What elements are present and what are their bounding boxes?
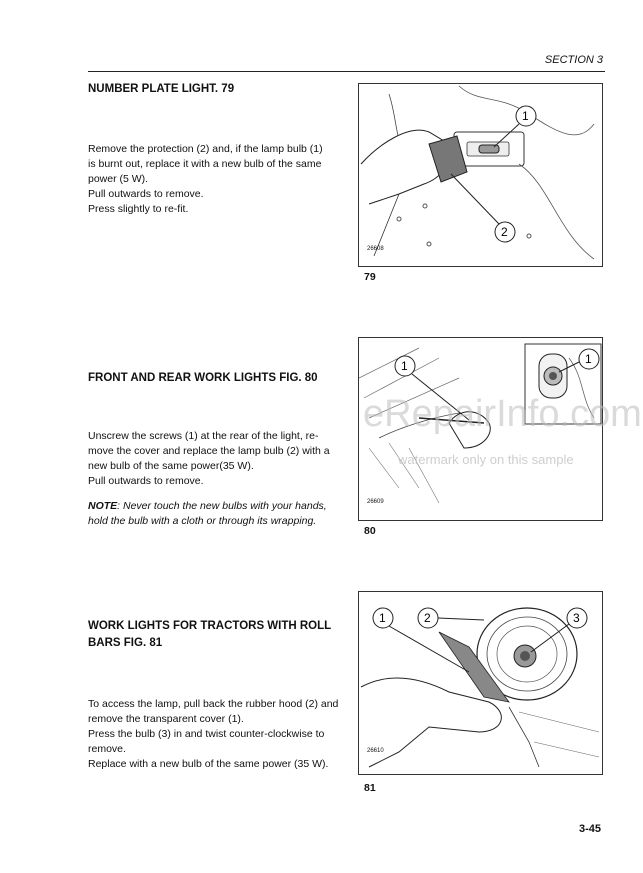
heading-line: BARS FIG. 81 xyxy=(88,637,163,649)
text-line: Replace with a new bulb of the same power (35 W). xyxy=(88,758,329,770)
figure-81-illustration xyxy=(358,591,603,775)
text-line: To access the lamp, pull back the rubber hood (2) and xyxy=(88,698,339,710)
note-label: NOTE xyxy=(88,500,118,512)
note-text: : Never touch the new bulbs with your hands, xyxy=(117,500,327,512)
section-label: SECTION 3 xyxy=(544,54,603,66)
paragraph-work-lights-roll-bars xyxy=(88,697,340,772)
note-line: hold the bulb with a cloth or through its wrapping. xyxy=(88,515,317,527)
figure-code: 26609 xyxy=(367,499,384,505)
figure-code: 26610 xyxy=(367,748,384,754)
heading-number-plate-light: NUMBER PLATE LIGHT. 79 xyxy=(88,83,235,95)
heading-line: WORK LIGHTS FOR TRACTORS WITH ROLL xyxy=(88,620,332,632)
text-line: new bulb of the same power(35 W). xyxy=(88,460,254,472)
text-line: Pull outwards to remove. xyxy=(88,475,204,487)
text-line: Pull outwards to remove. xyxy=(88,188,204,200)
figure-number-80: 80 xyxy=(364,525,376,537)
callout-label: 2 xyxy=(501,225,508,239)
page-number: 3-45 xyxy=(578,823,601,835)
heading-work-lights-roll-bars xyxy=(88,618,331,652)
callout-label: 2 xyxy=(424,611,431,625)
text-line: move the cover and replace the lamp bulb (2) with a xyxy=(88,445,330,457)
callout-label: 1 xyxy=(585,352,592,366)
watermark-logo: eRepairInfo.com xyxy=(363,393,642,435)
text-line: is burnt out, replace it with a new bulb of the same xyxy=(88,158,322,170)
text-line: remove. xyxy=(88,743,126,755)
paragraph-front-rear-work-lights xyxy=(88,429,336,489)
text-line: Press slightly to re-fit. xyxy=(88,203,189,215)
paragraph-number-plate-light xyxy=(88,142,336,217)
header-rule xyxy=(88,71,605,72)
text-line: Press the bulb (3) in and twist counter-clockwise to xyxy=(88,728,325,740)
watermark-text: watermark only on this sample xyxy=(398,452,574,467)
text-line: remove the transparent cover (1). xyxy=(88,713,244,725)
text-line: Unscrew the screws (1) at the rear of the light, re- xyxy=(88,430,319,442)
callout-label: 1 xyxy=(401,359,408,373)
callout-label: 3 xyxy=(573,611,580,625)
callout-label: 1 xyxy=(522,109,529,123)
note-paragraph xyxy=(88,499,338,529)
figure-number-81: 81 xyxy=(364,782,376,794)
text-line: power (5 W). xyxy=(88,173,149,185)
text-line: Remove the protection (2) and, if the lamp bulb (1) xyxy=(88,143,323,155)
figure-code: 26608 xyxy=(367,246,384,252)
note-line xyxy=(88,499,338,514)
figure-number-79: 79 xyxy=(364,271,376,283)
callout-label: 1 xyxy=(379,611,386,625)
figure-79-illustration xyxy=(358,83,603,267)
heading-front-rear-work-lights: FRONT AND REAR WORK LIGHTS FIG. 80 xyxy=(88,372,318,384)
